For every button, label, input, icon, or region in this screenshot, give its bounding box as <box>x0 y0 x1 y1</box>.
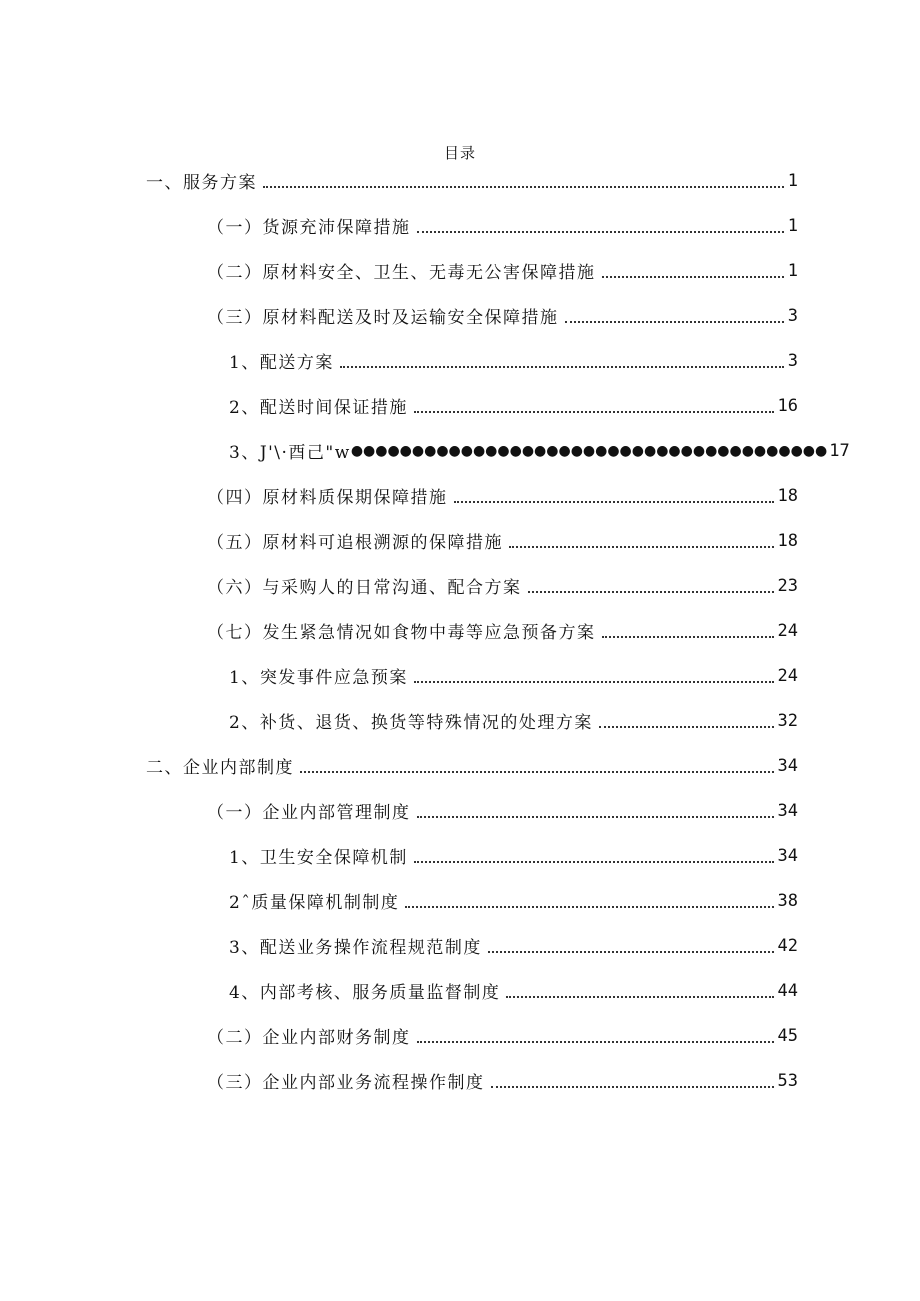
toc-entry[interactable] <box>0 833 798 878</box>
toc-entry-text: 3、J'\·酉己"w <box>229 443 351 463</box>
dot-leader <box>405 906 773 908</box>
toc-entry[interactable] <box>0 788 798 833</box>
toc-page-number: 34 <box>777 755 798 776</box>
toc-entry[interactable] <box>0 383 798 428</box>
dot-leader <box>414 681 774 683</box>
toc-entry-text: （四）原材料质保期保障措施 <box>207 488 448 508</box>
toc-entry[interactable] <box>0 338 798 383</box>
toc-entry[interactable] <box>0 743 798 788</box>
toc-entry[interactable] <box>0 878 798 923</box>
toc-entry[interactable] <box>0 563 798 608</box>
toc-entry-text: （二）企业内部财务制度 <box>207 1028 411 1048</box>
toc-entry[interactable] <box>0 968 798 1013</box>
toc-entry-text: 2、补货、退货、换货等特殊情况的处理方案 <box>229 713 593 733</box>
toc-entry-text: 1、卫生安全保障机制 <box>229 848 408 868</box>
toc-page-number: 45 <box>777 1025 798 1046</box>
toc-entry[interactable] <box>0 428 850 473</box>
toc-list <box>0 158 920 1103</box>
dot-leader <box>599 726 774 728</box>
toc-page-number: 16 <box>777 395 798 416</box>
toc-page-number: 18 <box>777 485 798 506</box>
dot-leader <box>565 321 784 323</box>
toc-page-number: 34 <box>777 800 798 821</box>
toc-page-number: 3 <box>787 350 798 371</box>
toc-entry-text: 一、服务方案 <box>146 173 257 193</box>
dot-leader <box>414 861 774 863</box>
toc-entry[interactable] <box>0 203 798 248</box>
toc-page-number: 18 <box>777 530 798 551</box>
toc-page-number: 24 <box>777 620 798 641</box>
toc-entry-text: （二）原材料安全、卫生、无毒无公害保障措施 <box>207 263 596 283</box>
toc-page-number: 1 <box>787 260 798 281</box>
toc-page-number: 3 <box>787 305 798 326</box>
dot-leader <box>602 636 774 638</box>
dot-leader <box>417 1041 774 1043</box>
toc-page-number: 1 <box>787 215 798 236</box>
dot-leader <box>300 771 774 773</box>
toc-entry-text: （五）原材料可追根溯源的保障措施 <box>207 533 503 553</box>
toc-entry-text: （三）企业内部业务流程操作制度 <box>207 1073 485 1093</box>
toc-page-number: 23 <box>777 575 798 596</box>
dot-leader <box>602 276 784 278</box>
toc-entry-text: （一）企业内部管理制度 <box>207 803 411 823</box>
toc-entry[interactable] <box>0 293 798 338</box>
toc-entry[interactable] <box>0 1058 798 1103</box>
toc-entry-text: （六）与采购人的日常沟通、配合方案 <box>207 578 522 598</box>
toc-entry-text: 二、企业内部制度 <box>146 758 294 778</box>
toc-page-number: 38 <box>777 890 798 911</box>
toc-page-number: 42 <box>777 935 798 956</box>
bullet-leader: ●●●●●●●●●●●●●●●●●●●●●●●●●●●●●●●●●●●●●●● <box>350 442 828 459</box>
dot-leader <box>491 1086 774 1088</box>
toc-page-number: 44 <box>777 980 798 1001</box>
toc-entry-text: 2ˆ质量保障机制制度 <box>229 893 400 913</box>
dot-leader <box>340 366 784 368</box>
toc-entry[interactable] <box>0 158 798 203</box>
toc-entry[interactable] <box>0 923 798 968</box>
dot-leader <box>528 591 774 593</box>
toc-entry[interactable] <box>0 248 798 293</box>
dot-leader <box>414 411 774 413</box>
toc-entry[interactable] <box>0 518 798 563</box>
toc-entry-text: （三）原材料配送及时及运输安全保障措施 <box>207 308 559 328</box>
toc-entry[interactable] <box>0 1013 798 1058</box>
toc-entry[interactable] <box>0 698 798 743</box>
toc-page-number: 1 <box>787 170 798 191</box>
dot-leader <box>454 501 774 503</box>
toc-entry[interactable] <box>0 473 798 518</box>
toc-entry-text: 4、内部考核、服务质量监督制度 <box>229 983 501 1003</box>
toc-entry-text: 1、突发事件应急预案 <box>229 668 408 688</box>
dot-leader <box>263 186 784 188</box>
toc-title: 目录 <box>443 144 476 162</box>
toc-entry[interactable] <box>0 608 798 653</box>
dot-leader <box>417 816 774 818</box>
toc-entry-text: （一）货源充沛保障措施 <box>207 218 411 238</box>
toc-entry-text: 2、配送时间保证措施 <box>229 398 408 418</box>
toc-page-number: 32 <box>777 710 798 731</box>
dot-leader <box>488 951 774 953</box>
toc-page-number: 17 <box>829 440 850 461</box>
dot-leader <box>509 546 774 548</box>
toc-entry-text: （七）发生紧急情况如食物中毒等应急预备方案 <box>207 623 596 643</box>
toc-entry-text: 3、配送业务操作流程规范制度 <box>229 938 482 958</box>
toc-entry[interactable] <box>0 653 798 698</box>
dot-leader <box>506 996 773 998</box>
dot-leader <box>417 231 784 233</box>
toc-page-number: 34 <box>777 845 798 866</box>
toc-page-number: 24 <box>777 665 798 686</box>
toc-entry-text: 1、配送方案 <box>229 353 334 373</box>
toc-page-number: 53 <box>777 1070 798 1091</box>
